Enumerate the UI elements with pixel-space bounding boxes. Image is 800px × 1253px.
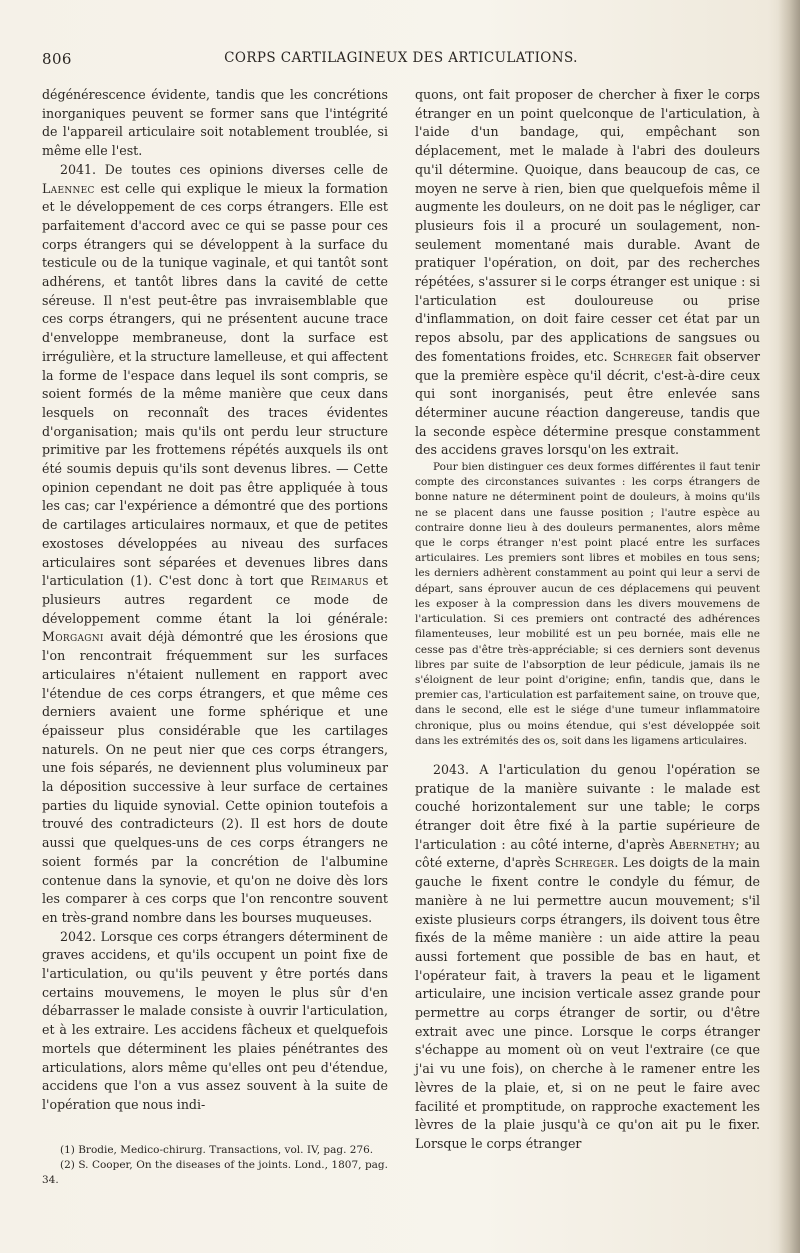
page-edge-shadow bbox=[778, 0, 800, 1253]
paragraph-2041: 2041. De toutes ces opinions diverses celle de Laennec est celle qui explique le mieux la formation et le développement de ces corps étrangers. Elle est parfaitement d'accord avec ce qui se passe pour ces corps étrangers qui se développent à la surface du testicule ou de la tunique vaginale, et qui tantôt sont adhérens, et tantôt libres dans la cavité de cette séreuse. Il n'est peut-être pas invraisemblable que ces corps étrangers, qui ne présentent aucune trace d'enveloppe membraneuse, dont la surface est irrégulière, et la structure lamelleuse, et qui affectent la forme de l'espace dans lequel ils sont compris, se soient formés de la même manière que ceux dans lesquels on reconnaît des traces évidentes d'organisation; mais qu'ils ont perdu leur structure primitive par les frottemens répétés auxquels ils ont été soumis depuis qu'ils sont devenus libres. — Cette opinion cependant ne doit pas être appliquée à tous les cas; car l'expérience a démontré que des portions de cartilages articulaires normaux, et que de petites exostoses développées au niveau des surfaces articulaires sont séparées et devenues libres dans l'articulation (1). C'est donc à tort que Reimarus et plusieurs autres regardent ce mode de développement comme étant la loi générale: Morgagni avait déjà démontré que les érosions que l'on rencontrait fréquemment sur les surfaces articulaires n'étaient nullement en rapport avec l'étendue de ces corps étrangers, et que même ces derniers avaient une forme sphérique et une épaisseur plus considérable que les cartilages naturels. On ne peut nier que ces corps étrangers, une fois séparés, ne deviennent plus volumineux par la déposition successive à leur surface de certaines parties du liquide synovial. Cette opinion toutefois a trouvé des contradicteurs (2). Il est hors de doute aussi que quelques-uns de ces corps étrangers ne soient formés par la concrétion de l'albumine contenue dans la synovie, et qu'on ne doive dès lors les comparer à ces corps que l'on rencontre souvent en très-grand nombre dans les bourses muqueuses. bbox=[42, 161, 388, 925]
small-print-note: Pour bien distinguer ces deux formes différentes il faut tenir compte des circonstances suivantes : les corps étrangers de bonne nature ne déterminent point de douleurs, à moins qu'ils ne se placent dans une fausse position ; l'autre espèce au contraire donne lieu à des douleurs permanentes, alors même que le corps étranger n'est point placé entre les surfaces articulaires. Les premiers sont libres et mobiles en tous sens; les derniers adhèrent constamment au point qui leur a servi de départ, sans éprouver aucun de ces déplacemens qui peuvent les exposer à la compression dans les divers mouvemens de l'articulation. Si ces premiers ont contracté des adhérences filamenteuses, leur mobilité est un peu bornée, mais elle ne cesse pas d'être très-appréciable; si ces derniers sont devenus libres par suite de l'absorption de leur pédicule, jamais ils ne s'éloignent de leur point d'origine; enfin, tandis que, dans le premier cas, l'articulation est parfaitement saine, on trouve que, dans le second, elle est le siége d'une tumeur inflammatoire chronique, plus ou moins étendue, qui s'est développée soit dans les extrémités des os, soit dans les ligamens articulaires. bbox=[415, 461, 760, 747]
running-title: CORPS CARTILAGINEUX DES ARTICULATIONS. bbox=[224, 50, 578, 66]
left-column bbox=[42, 86, 388, 1188]
section-number: 2043. bbox=[433, 761, 470, 777]
paragraph: dégénérescence évidente, tandis que les concrétions inorganiques peuvent se former sans que l'intégrité de l'appareil articulaire soit notablement troublée, si même elle l'est. bbox=[42, 87, 388, 159]
author-name: Morgagni bbox=[42, 629, 104, 645]
author-name: Schreger bbox=[554, 855, 615, 871]
author-name: Schreger bbox=[612, 348, 673, 364]
paragraph-2042: 2042. Lorsque ces corps étrangers déterminent de graves accidens, et qu'ils occupent un point fixe de l'articulation, ou qu'ils peuvent y être portés dans certains mouvemens, le moyen le plus sûr d'en débarrasser le malade consiste à ouvrir l'articulation, et à les extraire. Les accidens fâcheux et quelquefois mortels que déterminent les plaies pénétrantes des articulations, alors même qu'elles ont peu d'étendue, accidens que l'on a vus assez souvent à la suite de l'opération que nous indi- bbox=[42, 928, 388, 1112]
author-name: Laennec bbox=[42, 180, 95, 196]
footnote: (2) S. Cooper, On the diseases of the joints. Lond., 1807, pag. 34. bbox=[42, 1158, 388, 1187]
paragraph-2043: 2043. A l'articulation du genou l'opération se pratique de la manière suivante : le malade est couché horizontalement sur une table; le corps étranger doit être fixé à la partie supérieure de l'articulation : au côté interne, d'après Abernethy; au côté externe, d'après Schreger. Les doigts de la main gauche le fixent contre le condyle du fémur, de manière à ne lui permettre aucun mouvement; s'il existe plusieurs corps étrangers, ils doivent tous être fixés de la même manière : un aide attire la peau aussi fortement que possible de bas en haut, et l'opérateur fait, à travers la peau et le ligament articulaire, une incision verticale assez grande pour permettre au corps étranger de sortir, ou d'être extrait avec une pince. Lorsque le corps étranger s'échappe au moment où on veut l'extraire (ce que j'ai vu une fois), on cherche à le ramener entre les lèvres de la plaie, et, si on ne peut le faire avec facilité et promptitude, on rapproche exactement les lèvres de la plaie jusqu'à ce qu'on ait pu le fixer. Lorsque le corps étranger bbox=[415, 761, 760, 1151]
footnote: (1) Brodie, Medico-chirurg. Transactions, vol. IV, pag. 276. bbox=[60, 1143, 374, 1156]
author-name: Reimarus bbox=[310, 573, 369, 589]
page-number: 806 bbox=[42, 50, 72, 68]
paragraph: quons, ont fait proposer de chercher à fixer le corps étranger en un point quelconque de l'articulation, à l'aide d'un bandage, qui, empêchant son déplacement, met le malade à l'abri des douleurs qu'il détermine. Quoique, dans beaucoup de cas, ce moyen ne serve à rien, bien que quelquefois même il augmente les douleurs, on ne doit pas le négliger, car plusieurs fois il a procuré un soulagement, non-seulement momentané mais durable. Avant de pratiquer l'opération, on doit, par des recherches répétées, s'assurer si le corps étranger est unique : si l'articulation est douloureuse ou prise d'inflammation, on doit faire cesser cet état par un repos absolu, par des applications de sangsues ou des fomentations froides, etc. Schreger fait observer que la première espèce qu'il décrit, c'est-à-dire ceux qui sont inorganisés, peut être enlevée sans déterminer aucune réaction dangereuse, tandis que la seconde espèce détermine presque constamment des accidens graves lorsqu'on les extrait. bbox=[415, 87, 760, 458]
right-column bbox=[415, 86, 760, 1154]
section-number: 2042. bbox=[60, 928, 97, 944]
page-header bbox=[42, 50, 760, 74]
footnotes bbox=[42, 1143, 388, 1189]
section-number: 2041. bbox=[60, 161, 97, 177]
author-name: Abernethy bbox=[669, 836, 736, 852]
